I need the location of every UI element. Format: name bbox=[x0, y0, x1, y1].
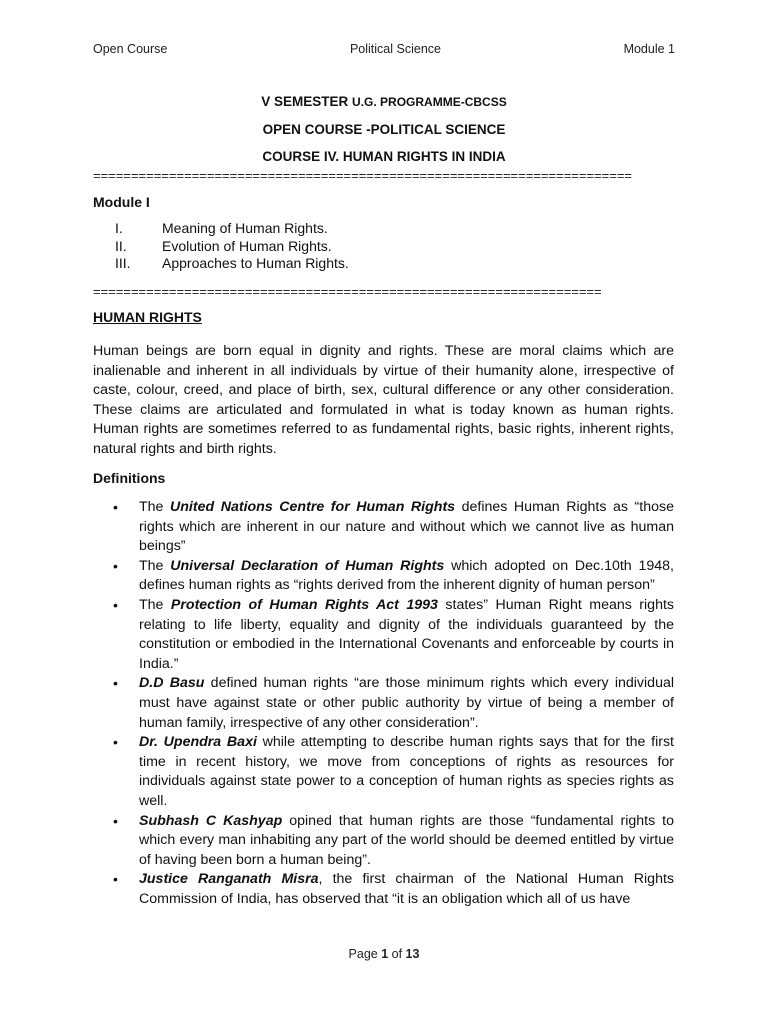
bullet-icon: • bbox=[113, 812, 118, 829]
module-topic-list bbox=[93, 220, 349, 273]
page-number: 1 bbox=[381, 947, 389, 961]
bullet-icon: • bbox=[113, 499, 118, 515]
definition-item: • D.D Basu defined human rights “are those minimum rights which every individual must have against state or other public authority by virtue of being a member of human family, irrespective of any other consideration”. bbox=[113, 675, 674, 731]
module-heading: Module I bbox=[93, 194, 150, 210]
header-center: Political Science bbox=[349, 42, 441, 56]
definition-item: • The Universal Declaration of Human Rights which adopted on Dec.10th 1948, defines human rights as “rights derived from the inherent dignity of human person” bbox=[113, 557, 674, 594]
header-left: Open Course bbox=[93, 42, 168, 56]
title-course: COURSE IV. HUMAN RIGHTS IN INDIA bbox=[262, 149, 506, 164]
page-total: 13 bbox=[405, 947, 420, 961]
definitions-heading: Definitions bbox=[93, 470, 166, 486]
separator-line: =================================================================== bbox=[93, 285, 602, 299]
definition-item: • Subhash C Kashyap opined that human rights are those “fundamental rights to which every man inhabiting any part of the world should be deemed entitled by virtue of having been born a human being”. bbox=[113, 812, 674, 868]
module-topic: III. Approaches to Human Rights. bbox=[115, 255, 349, 271]
title-block bbox=[0, 88, 768, 170]
page-footer: Page 1 of 13 bbox=[348, 947, 420, 961]
module-topic: I. Meaning of Human Rights. bbox=[115, 220, 328, 236]
section-title: HUMAN RIGHTS bbox=[93, 309, 202, 325]
definition-item: • Dr. Upendra Baxi while attempting to describe human rights says that for the first time in recent history, we move from conceptions of rights as resources for individuals against state power to a conception of human rights as species rights as well. bbox=[113, 734, 675, 809]
bullet-icon: • bbox=[113, 871, 118, 888]
separator-line: ======================================================================= bbox=[93, 169, 633, 183]
definition-item: • The Protection of Human Rights Act 1993 states” Human Right means rights relating to life liberty, equality and dignity of the individuals guaranteed by the constitution or embodied in the International Covenants and enforceable by courts in India.” bbox=[113, 596, 674, 672]
definition-item: • Justice Ranganath Misra, the first chairman of the National Human Rights Commission of India, has observed that “it is an obligation which all of us have bbox=[113, 871, 674, 907]
page-header bbox=[93, 42, 675, 56]
title-open-course: OPEN COURSE -POLITICAL SCIENCE bbox=[262, 122, 506, 137]
definitions-list bbox=[93, 498, 674, 909]
definition-item: • The United Nations Centre for Human Rights defines Human Rights as “those rights which are inherent in our nature and without which we cannot live as human beings” bbox=[113, 499, 674, 555]
module-topic: II. Evolution of Human Rights. bbox=[115, 237, 332, 254]
title-semester: V SEMESTER U.G. PROGRAMME-CBCSS bbox=[261, 94, 507, 109]
bullet-icon: • bbox=[113, 675, 118, 692]
bullet-icon: • bbox=[113, 557, 118, 574]
bullet-icon: • bbox=[113, 596, 118, 613]
header-right: Module 1 bbox=[623, 42, 675, 56]
bullet-icon: • bbox=[113, 734, 118, 751]
intro-paragraph: Human beings are born equal in dignity and rights. These are moral claims which are inalienable and inherent in all individuals by virtue of their humanity alone, irrespective of caste, colour, creed, and place of birth, sex, cultural difference or any other consideration. These claims are articulated and formulated in what is today known as human rights. Human rights are sometimes referred to as fundamental rights, basic rights, inherent rights, natural rights and birth rights. bbox=[93, 343, 674, 457]
